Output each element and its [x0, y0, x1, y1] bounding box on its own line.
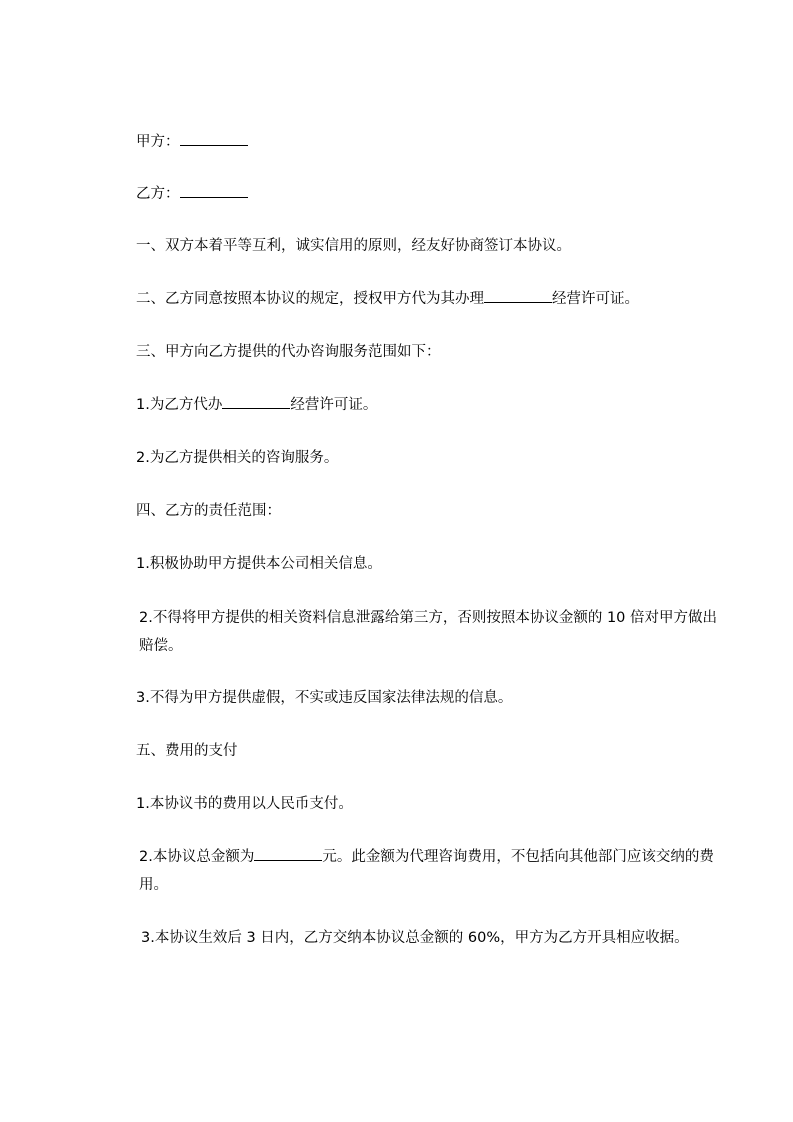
- clause-4-item-2: 2.不得将甲方提供的相关资料信息泄露给第三方，否则按照本协议金额的 10 倍对甲方做出赔偿。: [139, 610, 717, 654]
- clause-3-item-1-blank: [222, 394, 290, 409]
- clause-2-before: 二、乙方同意按照本协议的规定，授权甲方代为其办理: [136, 291, 484, 307]
- clause-5-item-3: 3.本协议生效后 3 日内，乙方交纳本协议总金额的 60%，甲方为乙方开具相应收据。: [141, 930, 689, 946]
- clause-5-item-2: [139, 843, 719, 899]
- clause-5-item-2-after: 元。此金额为代理咨询费用，不包括向其他部门应该交纳的费用。: [139, 849, 714, 893]
- clause-2-blank: [484, 288, 552, 303]
- party-b-line: [136, 180, 716, 208]
- clause-5-heading: 五、费用的支付: [136, 743, 238, 759]
- clause-4-item-3: 3.不得为甲方提供虚假，不实或违反国家法律法规的信息。: [136, 690, 513, 706]
- clause-4-item-1: 1.积极协助甲方提供本公司相关信息。: [136, 556, 382, 572]
- clause-5-item-2-blank: [254, 846, 322, 861]
- party-a-line: [136, 128, 716, 156]
- clause-5-item-1: 1.本协议书的费用以人民币支付。: [136, 796, 353, 812]
- party-a-blank: [180, 131, 248, 146]
- clause-4-heading: 四、乙方的责任范围：: [136, 503, 281, 519]
- clause-3-item-1: [136, 391, 716, 419]
- clause-5-item-2-before: 2.本协议总金额为: [139, 849, 255, 865]
- clause-2-after: 经营许可证。: [552, 291, 639, 307]
- party-a-label: 甲方：: [136, 134, 180, 150]
- clause-3-item-2: 2.为乙方提供相关的咨询服务。: [136, 450, 339, 466]
- party-b-label: 乙方：: [136, 186, 180, 202]
- clause-3-heading: 三、甲方向乙方提供的代办咨询服务范围如下：: [136, 344, 441, 360]
- clause-3-item-1-after: 经营许可证。: [290, 397, 378, 413]
- clause-3-item-1-before: 1.为乙方代办: [136, 397, 223, 413]
- clause-1: 一、双方本着平等互利，诚实信用的原则，经友好协商签订本协议。: [136, 238, 571, 254]
- clause-2: [136, 285, 716, 313]
- party-b-blank: [180, 183, 248, 198]
